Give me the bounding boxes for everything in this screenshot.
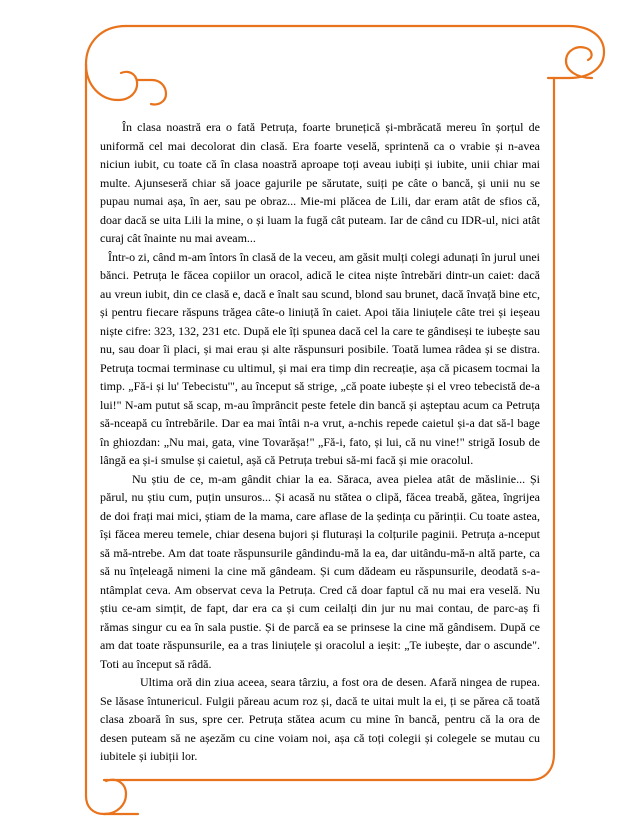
paragraph-3: Nu știu de ce, m-am gândit chiar la ea. Săraca, avea pielea atât de măslinie... Și părul, nu știu cum, puțin unsuros... Și acasă nu stătea o clipă, făcea treabă, gătea, îngrijea de doi frați mai mici, știam de la mama, care aflase de la ședința cu părinții. Cu toate astea, își făcea mereu temele, chiar desena bujori și fluturași la colțurile paginii. Petruța a-nceput să mă-ntrebe. Am dat toate răspunsurile gândindu-mă la ea, dar uitându-mă-n altă parte, ca să nu înțeleagă nimeni la cine mă gândeam. Și cum dădeam eu răspunsurile, deodată s-a-ntâmplat ceva. Am observat ceva la Petruța. Cred că doar faptul că nu mai era veselă. Nu știu ce-am simțit, de fapt, dar era ca și cum ceilalți din jur nu mai contau, de parc-aș fi rămas singur cu ea în sala pustie. Și de parcă ea se prinsese la cine mă gândisem. După ce am dat toate răspunsurile, ea a tras liniuțele și oracolul a ieșit: „Te iubește, dar o ascunde". Toti au început să râdă.: [100, 471, 540, 671]
paragraph-2: Într-o zi, când m-am întors în clasă de la veceu, am găsit mulți colegi adunați în jurul unei bănci. Petruța le făcea copiilor un oracol, adică le citea niște întrebări dintr-un caiet: dacă au vreun iubit, din ce clasă e, dacă e înalt sau scund, blond sau brunet, dacă învață bine etc, și pentru fiecare răspuns trăgea câte-o liniuță în caiet. Apoi tăia liniuțele câte trei și ieșeau niște cifre: 323, 132, 231 etc. După ele îți spunea dacă cel la care te gândiseși te iubește sau nu, sau doar îi placi, și mai erau și alte răspunsuri posibile. Toată lumea râdea și se distra. Petruța tocmai terminase cu ultimul, și mai era timp din recreație, așa că picasem tocmai la timp. „Fă-i și lu' Tebecistu'", au început să strige, „că poate iubește și el vreo tebecistă de-a lui!" N-am putut să scap, m-au împrâncit peste fetele din bancă și așteptau acum ca Petruța să-nceapă cu întrebările. Dar ea mai întâi n-a vrut, a-nchis repede caietul și-a dat să-l bage în ghiozdan: „Nu mai, gata, vine Tovarășa!" „Fă-i, fato, și lui, că nu vine!" strigă Iosub de lângă ea și-i smulse și caietul, așă că Petruța trebui să-mi facă și mie oracolul.: [100, 249, 540, 467]
paragraph-4: Ultima oră din ziua aceea, seara târziu, a fost ora de desen. Afară ningea de rupea. Se lăsase întunericul. Fulgii păreau acum roz și, dacă te uitai mult la ei, ți se părea că toată clasa zboară în sus, spre cer. Petruța stătea acum cu mine în bancă, pentru că la ora de desen puteam să ne așezăm cu cine voiam noi, așa că toți colegii și colegele se mutau cu iubitele și iubiții lor.: [100, 675, 540, 763]
document-body: [100, 118, 540, 766]
paragraph-1: În clasa noastră era o fată Petruța, foarte brunețică și-mbrăcată mereu în șorțul de uniformă cel mai decolorat din clasă. Era foarte veselă, sprintenă ca o vrabie și n-avea niciun iubit, cu toate că în clasa noastră aproape toți aveau iubiți și iubite, unii chiar mai multe. Ajunseseră chiar să joace gajurile pe sărutate, suiți pe câte o bancă, și unii nu se pupau numai așa, în aer, sau pe obraz... Mie-mi plăcea de Lili, dar eram atât de sfios că, doar dacă se uita Lili la mine, o și luam la fugă cât puteam. Iar de când cu IDR-ul, nici atât curaj cât înainte nu mai aveam...: [100, 120, 540, 245]
